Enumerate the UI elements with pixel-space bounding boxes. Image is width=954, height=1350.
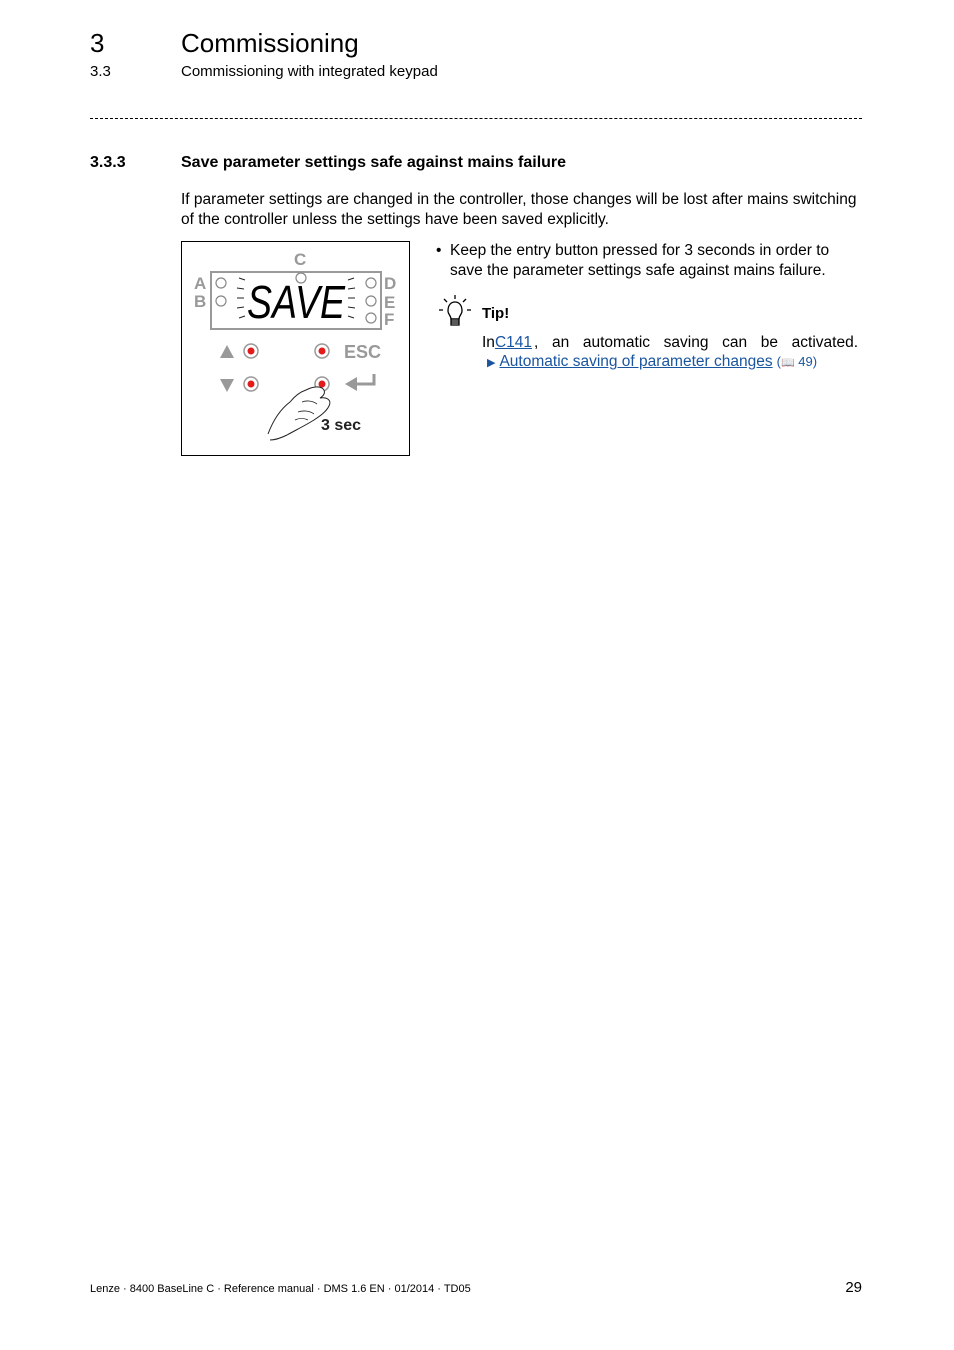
link-arrow-icon: ▶ [487,357,496,369]
led-e [366,296,376,306]
led-a [216,278,226,288]
arrow-down-icon [220,379,234,392]
tip-word-in: In [482,334,495,351]
tip-link-line [487,352,817,374]
label-f: F [384,310,395,329]
header-divider [90,118,862,119]
subsection-title: Save parameter settings safe against mains failure [181,154,567,171]
hold-duration-label: 3 sec [321,417,362,434]
page-reference-number: 49 [798,354,813,369]
tip-label: Tip! [482,305,510,322]
label-c: C [294,250,307,269]
led-b [216,296,226,306]
led-f [366,313,376,323]
footer-text: Lenze · 8400 BaseLine C · Reference manual · DMS 1.6 EN · 01/2014 · TD05 [90,1283,471,1295]
chapter-number: 3 [90,28,105,58]
esc-label: ESC [344,342,382,362]
chapter-title: Commissioning [181,28,359,58]
page-reference[interactable]: (📖 49) [776,354,818,369]
enter-arrow-icon [345,374,374,391]
label-b: B [194,292,207,311]
lightbulb-tip-icon [438,294,472,328]
label-e: E [384,293,396,312]
subsection-number: 3.3.3 [90,154,126,171]
c141-link[interactable]: C141 [494,334,532,351]
tip-body [482,333,858,353]
led-d [366,278,376,288]
instruction-bullet [436,241,864,281]
label-d: D [384,274,397,293]
automatic-saving-link[interactable]: Automatic saving of parameter changes [499,353,773,370]
keypad-figure [181,241,410,456]
page-number: 29 [845,1279,862,1296]
label-a: A [194,274,207,293]
tip-rest-text: , an automatic saving can be activated. [534,334,858,351]
intro-paragraph: If parameter settings are changed in the controller, those changes will be lost after mains switching of the controller unless the settings have been saved explicitly. [181,191,857,228]
bullet-text: Keep the entry button pressed for 3 seconds in order to save the parameter settings safe against mains failure. [450,242,830,279]
section-number: 3.3 [90,63,111,80]
bullet-marker: • [436,242,442,259]
display-text: SAVE [247,276,347,328]
section-title: Commissioning with integrated keypad [181,63,438,80]
book-icon: 📖 [780,357,795,369]
arrow-up-icon [220,345,234,358]
